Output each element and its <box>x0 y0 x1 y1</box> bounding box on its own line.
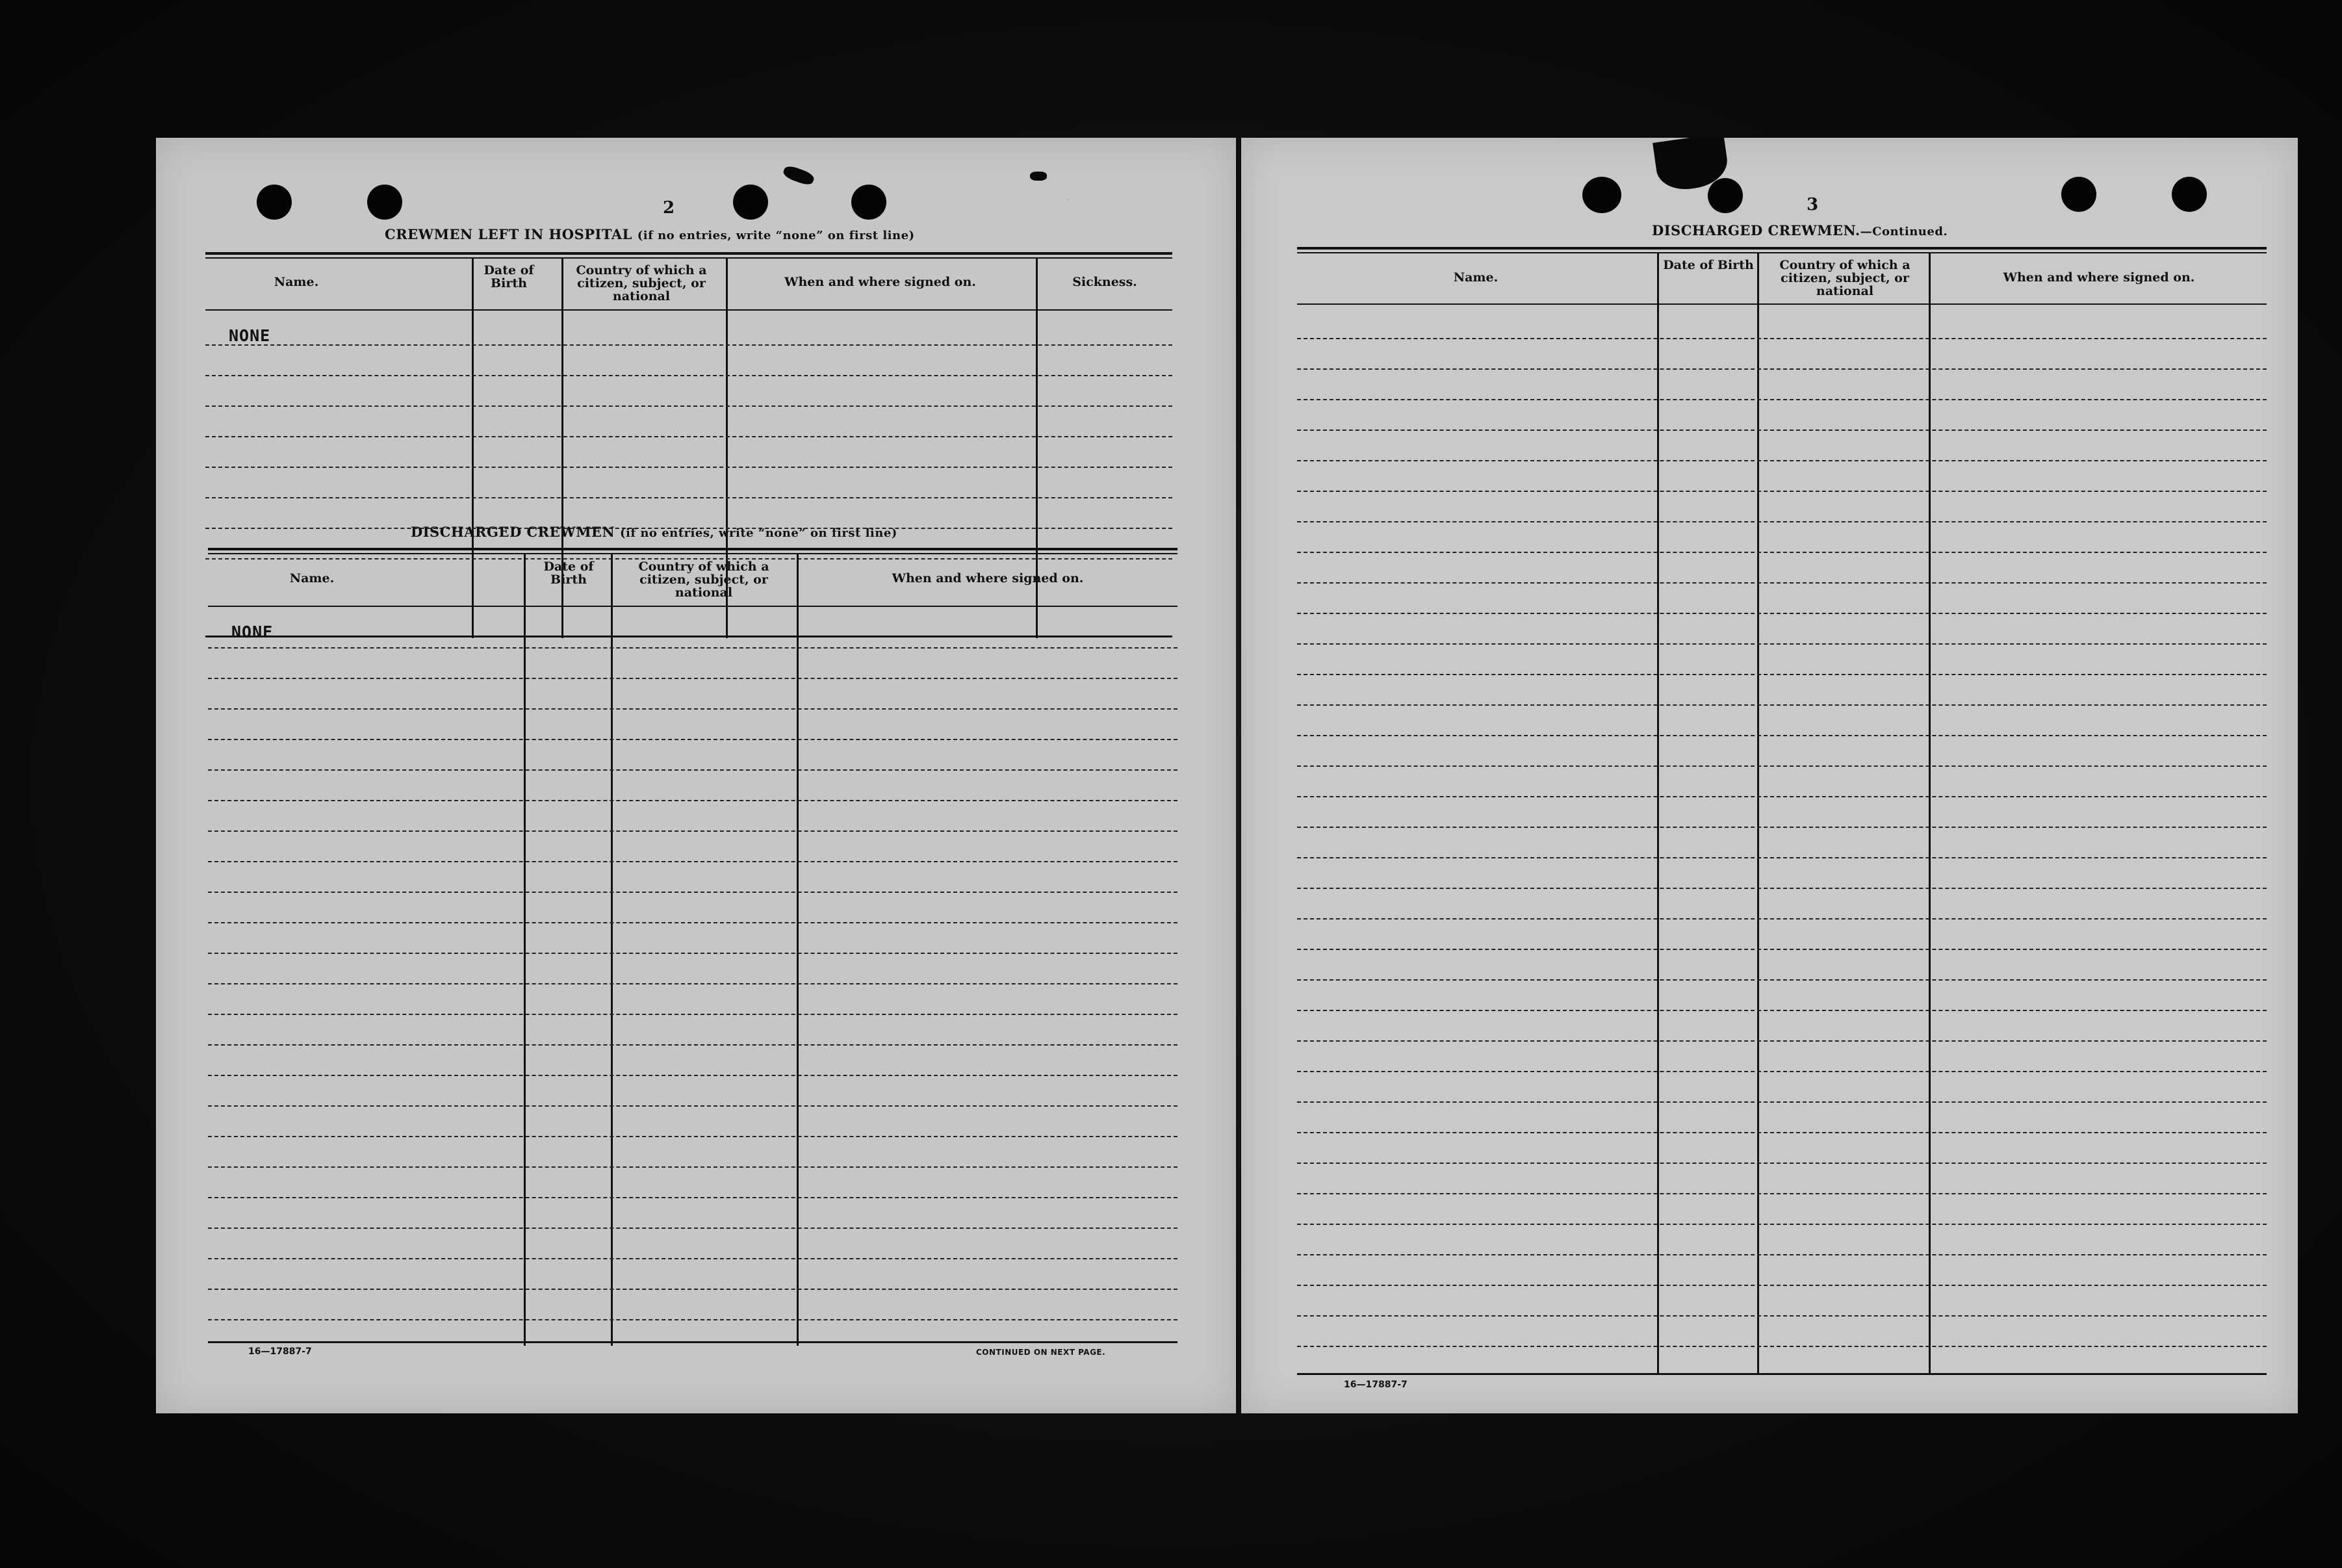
column-divider <box>1929 253 1931 1374</box>
form-line <box>1297 796 2267 797</box>
column-header-sickness: Sickness. <box>1072 275 1137 289</box>
form-line <box>1297 1285 2267 1286</box>
header-rule <box>1297 303 2267 305</box>
form-line <box>205 467 1172 468</box>
header-rule <box>208 606 1177 607</box>
form-number: 16—17887-7 <box>1344 1380 1408 1390</box>
form-line <box>1297 918 2267 919</box>
column-header-signed-on: When and where signed on. <box>892 571 1084 585</box>
form-line <box>1297 1163 2267 1164</box>
form-line <box>205 405 1172 407</box>
form-line <box>208 922 1177 923</box>
form-line <box>1297 430 2267 431</box>
punch-hole-icon <box>733 185 768 220</box>
form-number: 16—17887-7 <box>248 1346 312 1357</box>
column-divider <box>472 259 474 638</box>
form-line <box>208 1197 1177 1198</box>
form-line <box>1297 949 2267 950</box>
form-line <box>1297 1254 2267 1255</box>
punch-hole-icon <box>367 185 402 220</box>
form-line <box>208 678 1177 679</box>
punch-hole-icon <box>2172 177 2207 212</box>
form-line <box>1297 1193 2267 1194</box>
punch-hole-icon <box>257 185 292 220</box>
column-header-date-of-birth: Date of Birth <box>1663 258 1754 272</box>
column-header-country: Country of which a citizen, subject, or national <box>638 559 769 600</box>
left-page: . 2 CREWMEN LEFT IN HOSPITAL (if no entries, write “none” on first line) Name. Date of Birth Country of which a citizen, subject, or national When and where signed on. Sickness. NONE DISCHARGED CREWMEN (if no entries, write “none” on first line) Name. Date of Birth Country of which a citizen, subject, or national When and where signed on. NONE 16—17887-7 CONTINUED ON NEXT PAGE. <box>156 138 1236 1413</box>
form-line <box>208 739 1177 740</box>
form-line <box>1297 613 2267 614</box>
discharged-entry: NONE <box>231 623 274 641</box>
form-line <box>208 1319 1177 1320</box>
form-line <box>1297 338 2267 339</box>
column-header-signed-on: When and where signed on. <box>2003 270 2195 285</box>
form-line <box>208 800 1177 801</box>
column-header-country: Country of which a citizen, subject, or national <box>1779 258 1911 298</box>
column-divider <box>1657 253 1659 1374</box>
form-line <box>1297 582 2267 584</box>
form-line <box>208 769 1177 771</box>
form-line <box>1297 857 2267 858</box>
column-header-name: Name. <box>289 571 335 585</box>
form-line <box>208 1044 1177 1046</box>
paper-tear-icon <box>1030 172 1047 181</box>
form-line <box>1297 1101 2267 1103</box>
form-line <box>1297 1071 2267 1072</box>
page-number: 3 <box>1807 195 1819 214</box>
form-line <box>208 1289 1177 1290</box>
form-line <box>208 647 1177 649</box>
hospital-section-title: CREWMEN LEFT IN HOSPITAL (if no entries, write “none” on first line) <box>385 226 915 242</box>
table-bottom-rule <box>208 1341 1177 1343</box>
column-header-date-of-birth: Date of Birth <box>483 263 534 290</box>
page-number: 2 <box>663 198 675 218</box>
form-line <box>208 953 1177 954</box>
table-top-rule <box>205 257 1172 259</box>
form-line <box>1297 460 2267 461</box>
punch-hole-icon <box>1582 177 1621 213</box>
form-line <box>1297 827 2267 828</box>
punch-hole-icon <box>2061 177 2096 212</box>
column-header-name: Name. <box>1453 270 1499 285</box>
form-line <box>208 983 1177 984</box>
form-line <box>205 375 1172 376</box>
table-bottom-rule <box>1297 1373 2267 1375</box>
form-line <box>208 1105 1177 1107</box>
column-divider <box>1757 253 1759 1374</box>
form-line <box>1297 1346 2267 1347</box>
form-line <box>208 1227 1177 1229</box>
form-line <box>1297 1315 2267 1317</box>
column-header-country: Country of which a citizen, subject, or national <box>576 263 707 303</box>
table-top-rule <box>208 553 1177 554</box>
form-line <box>1297 674 2267 675</box>
form-line <box>208 1166 1177 1168</box>
discharged-section-title: DISCHARGED CREWMEN (if no entries, write “none” on first line) <box>411 524 897 540</box>
table-top-rule <box>208 548 1177 550</box>
form-line <box>208 1014 1177 1015</box>
form-line <box>208 1136 1177 1137</box>
table-top-rule <box>205 252 1172 255</box>
form-line <box>1297 735 2267 736</box>
form-line <box>1297 979 2267 981</box>
form-line <box>1297 1040 2267 1042</box>
form-line <box>1297 888 2267 889</box>
header-rule <box>205 309 1172 311</box>
form-line <box>205 497 1172 498</box>
form-line <box>1297 521 2267 522</box>
form-line <box>208 892 1177 893</box>
form-line <box>1297 491 2267 492</box>
form-line <box>1297 765 2267 767</box>
form-line <box>1297 1224 2267 1225</box>
form-line <box>205 436 1172 437</box>
right-page <box>1241 138 2298 1413</box>
table-bottom-rule <box>205 636 1172 637</box>
form-line <box>208 1258 1177 1259</box>
form-line <box>1297 399 2267 400</box>
paper-tear-icon <box>782 164 816 186</box>
punch-hole-icon <box>1708 178 1743 213</box>
form-line <box>1297 643 2267 645</box>
table-top-rule <box>1297 247 2267 250</box>
form-line <box>208 861 1177 862</box>
form-line <box>205 344 1172 346</box>
table-top-rule <box>1297 252 2267 253</box>
form-line <box>208 1075 1177 1076</box>
form-line <box>1297 368 2267 370</box>
form-line <box>208 708 1177 710</box>
discharged-continued-title: DISCHARGED CREWMEN.—Continued. <box>1652 222 1948 238</box>
continued-note: CONTINUED ON NEXT PAGE. <box>976 1348 1106 1357</box>
column-header-signed-on: When and where signed on. <box>784 275 976 289</box>
form-line <box>208 830 1177 832</box>
form-line <box>1297 552 2267 553</box>
hospital-entry: NONE <box>229 326 271 345</box>
column-header-name: Name. <box>274 275 319 289</box>
form-line <box>1297 1132 2267 1133</box>
form-line <box>1297 704 2267 706</box>
column-header-date-of-birth: Date of Birth <box>543 559 594 587</box>
punch-hole-icon <box>851 185 886 220</box>
form-line <box>1297 1010 2267 1011</box>
